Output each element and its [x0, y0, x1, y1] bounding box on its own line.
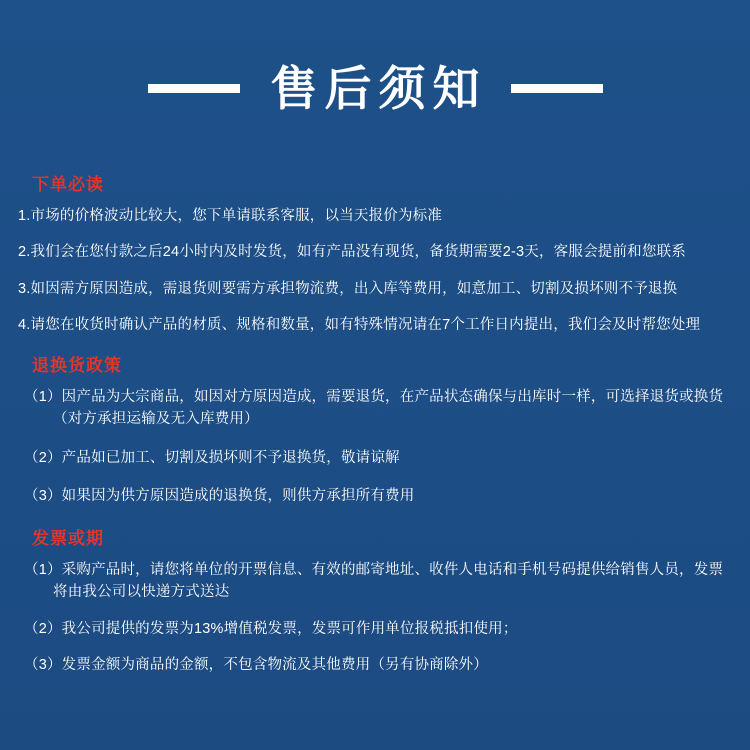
title-rule-right — [511, 84, 603, 93]
notice-content — [0, 170, 750, 677]
title-group — [148, 61, 603, 115]
notice-item: （1）采购产品时，请您将单位的开票信息、有效的邮寄地址、收件人电话和手机号码提供给销售人员，发票将由我公司以快递方式送达 — [24, 561, 724, 601]
page-header — [0, 0, 750, 170]
notice-item: （2）我公司提供的发票为13%增值税发票，发票可作用单位报税抵扣使用； — [24, 620, 518, 637]
notice-item: （2）产品如已加工、切割及损坏则不予退换货，敬请谅解 — [24, 449, 400, 466]
notice-item: 2.我们会在您付款之后24小时内及时发货，如有产品没有现货，备货期需要2-3天，客服会提前和您联系 — [18, 244, 686, 261]
notice-item: （1）因产品为大宗商品，如因对方原因造成，需要退货，在产品状态确保与出库时一样，可选择退货或换货（对方承担运输及无入库费用） — [24, 388, 724, 428]
section-ordering — [18, 170, 734, 337]
section-return-policy — [18, 351, 734, 508]
section-heading-return-policy: 退换货政策 — [32, 355, 122, 375]
section-invoice — [18, 524, 734, 677]
page-title: 售后须知 — [270, 61, 487, 115]
notice-item: 4.请您在收货时确认产品的材质、规格和数量，如有特殊情况请在7个工作日内提出，我们会及时帮您处理 — [18, 317, 701, 334]
notice-item: 1.市场的价格波动比较大，您下单请联系客服，以当天报价为标准 — [18, 208, 443, 224]
notice-item: 3.如因需方原因造成，需退货则要需方承担物流费，出入库等费用，如意加工、切割及损坏则不予退换 — [18, 280, 678, 297]
notice-item: （3）如果因为供方原因造成的退换货，则供方承担所有费用 — [24, 488, 415, 505]
section-heading-invoice: 发票或期 — [32, 528, 104, 548]
title-rule-left — [148, 84, 240, 93]
section-heading-ordering: 下单必读 — [32, 175, 104, 194]
notice-item: （3）发票金额为商品的金额，不包含物流及其他费用（另有协商除外） — [24, 657, 488, 674]
